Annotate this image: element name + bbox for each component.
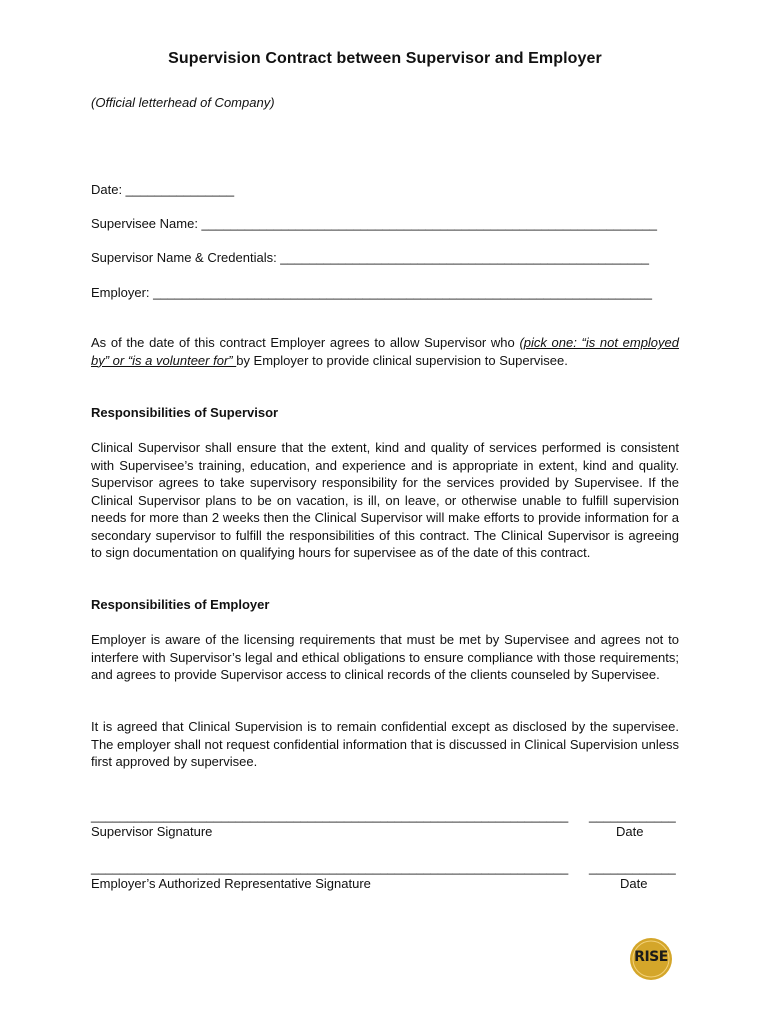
- employer-signature-label: Employer’s Authorized Representative Signature: [91, 876, 371, 891]
- pick-one-option: (pick one: “is not employed by” or “is a volunteer for”: [91, 335, 679, 368]
- logo-text: RISE: [634, 949, 668, 965]
- supervisor-signature-line: __________________________________________________________________: [91, 808, 569, 823]
- employer-date-line: ____________: [589, 860, 676, 875]
- employer-signature-line: __________________________________________________________________: [91, 860, 569, 875]
- supervisor-signature-label: Supervisor Signature: [91, 824, 213, 839]
- letterhead-note: (Official letterhead of Company): [91, 95, 275, 110]
- intro-paragraph: [91, 334, 679, 369]
- date-field: Date: _______________: [91, 182, 235, 197]
- confidentiality-paragraph: It is agreed that Clinical Supervision is to remain confidential except as disclosed by the supervisee. The employer shall not request confidential information that is discussed in Clinical Supervision unless first approved by supervisee.: [91, 719, 679, 769]
- supervisor-date-label: Date: [616, 824, 644, 839]
- supervisor-responsibilities-body: Clinical Supervisor shall ensure that the extent, kind and quality of services performed is consistent with Supervisee’s training, education, and experience and is appropriate in extent, kind and quality. Supervisor agrees to take supervisory responsibility for the services provided by Supervisee. If the Clinical Supervisor plans to be on vacation, is ill, on leave, or otherwise unable to fulfill supervision needs for more than 2 weeks then the Clinical Supervisor will make efforts to provide information for a secondary supervisor to fulfill the responsibilities of this contract. The Clinical Supervisor is agreeing to sign documentation on qualifying hours for supervisee as of the date of this contract.: [91, 440, 679, 560]
- intro-text-after: by Employer to provide clinical supervision to Supervisee.: [236, 352, 568, 368]
- employer-field: Employer: _____________________________________________________________________: [91, 285, 652, 300]
- intro-text-before: As of the date of this contract Employer agrees to allow Supervisor who: [91, 335, 520, 350]
- supervisor-date-line: ____________: [589, 808, 676, 823]
- supervisee-name-field: Supervisee Name: _______________________________________________________________: [91, 216, 658, 231]
- employer-responsibilities-heading: Responsibilities of Employer: [91, 597, 270, 612]
- document-title: Supervision Contract between Supervisor and Employer: [168, 50, 602, 67]
- supervisor-name-field: Supervisor Name & Credentials: ___________________________________________________: [91, 250, 650, 265]
- rise-logo: [629, 937, 673, 981]
- employer-responsibilities-body: Employer is aware of the licensing requirements that must be met by Supervisee and agrees not to interfere with Supervisor’s legal and ethical obligations to ensure compliance with those requirements; and agrees to provide Supervisor access to clinical records of the clients counseled by Supervisee.: [91, 632, 679, 682]
- supervisor-responsibilities-heading: Responsibilities of Supervisor: [91, 405, 279, 420]
- employer-date-label: Date: [620, 876, 648, 891]
